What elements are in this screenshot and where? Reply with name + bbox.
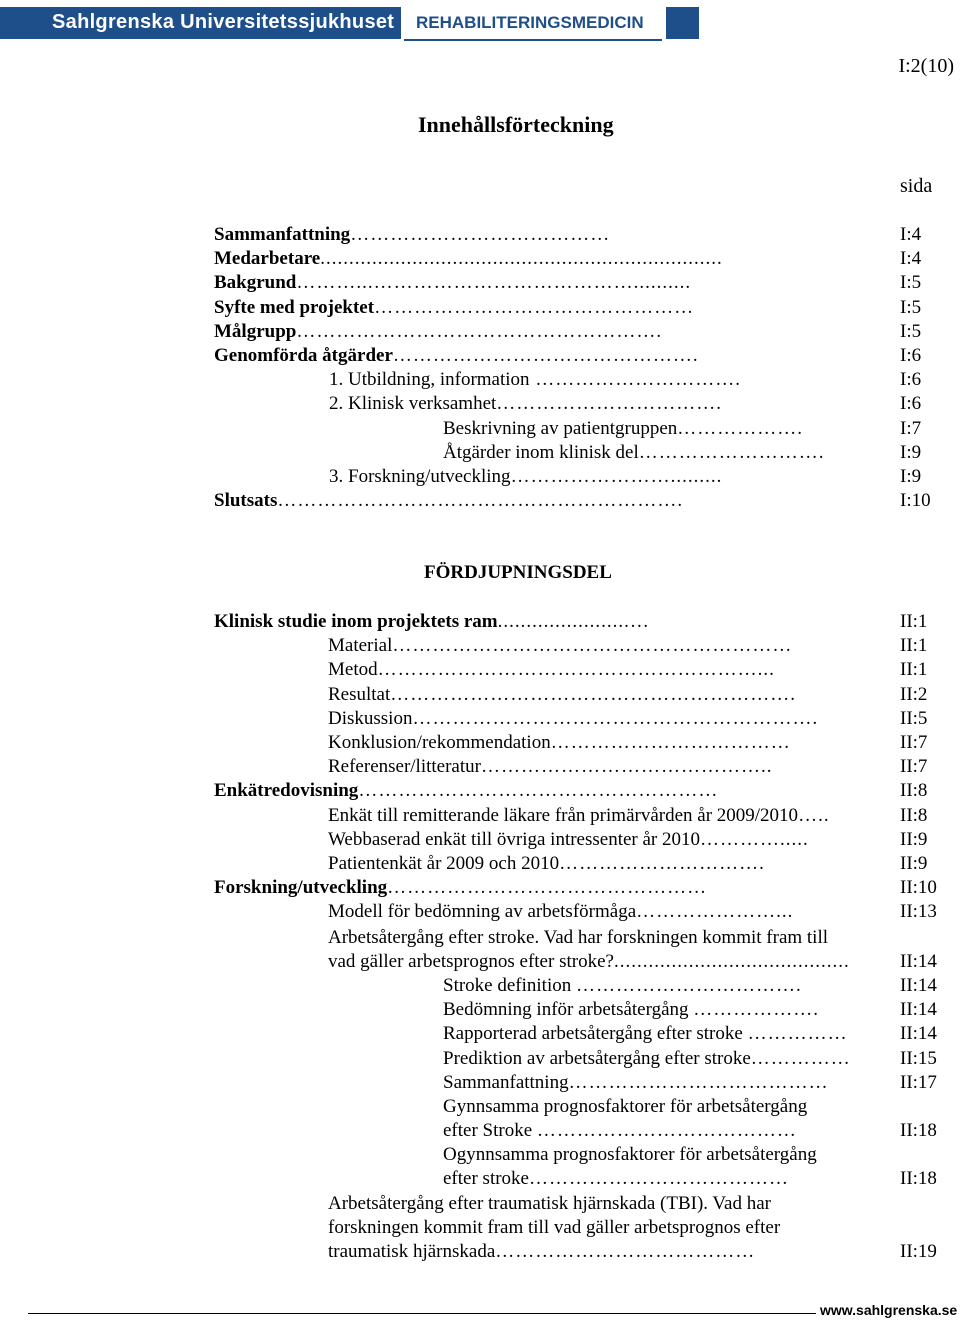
toc-entry-title: Beskrivning av patientgruppen [443,417,678,439]
toc-page-number: II:1 [900,611,928,632]
toc-page-number: II:8 [900,780,928,802]
toc-leader-dots: ….. [798,804,830,826]
toc-entry [329,392,880,416]
toc-entry-stroke-line2: vad gäller arbetsprognos efter stroke?......................................... [328,951,850,972]
toc-leader-dots: ………………………………………… [374,296,695,318]
toc-leader-dots: ……………………………………………………. [390,683,797,705]
toc-leader-dots: ………………. [693,999,820,1021]
header-banner-square [666,7,699,39]
toc-entry-title: Sammanfattning [443,1071,569,1093]
toc-entry [328,658,890,682]
toc-entry-title: Slutsats [214,490,278,512]
header-banner-left [0,7,401,39]
toc-page-number: II:15 [900,1047,937,1069]
toc-entry [329,465,880,489]
toc-leader-dots: .......................… [497,611,650,632]
toc-entry-tbi-line2: forskningen kommit fram till vad gäller arbetsprognos efter [328,1217,781,1238]
toc-entry [214,344,880,368]
toc-page-number: II:1 [900,635,928,657]
toc-entry-title: Prediktion av arbetsåtergång efter stroke [443,1047,751,1069]
toc-leader-dots: ………………………………………… [387,877,708,899]
toc-leader-dots: ……………………………. [575,975,802,996]
toc-entry [214,296,880,320]
toc-page-number: II:14 [900,1023,937,1045]
toc-entry-title: Konklusion/rekommendation [328,732,551,753]
toc-entry [328,804,890,828]
toc-entry [443,998,890,1022]
toc-page-number: II:9 [900,828,928,850]
toc-entry [214,876,890,900]
toc-leader-dots: …………………………………………………... [377,659,775,681]
toc-page-number: II:9 [900,853,928,874]
toc-entry [443,974,890,998]
toc-entry-tbi-line1: Arbetsåtergång efter traumatisk hjärnskada (TBI). Vad har [328,1193,771,1214]
footer-website: www.sahlgrenska.se [820,1302,958,1318]
toc-page-number: II:10 [900,877,937,899]
toc-entry [328,900,890,924]
toc-entry [328,683,890,707]
toc-page-tbi: II:19 [900,1241,937,1262]
toc-page-number: I:5 [900,272,922,294]
toc-entry-ogynnsamma-line2: efter stroke………………………………… [443,1168,789,1189]
toc-entry-title: Klinisk studie inom projektets ram [214,611,498,632]
toc-entry-title: Åtgärder inom klinisk del [443,441,639,463]
toc-entry-title: Material [328,635,393,657]
toc-page-number: II:7 [900,756,928,778]
toc-entry-title: Målgrupp [214,320,297,342]
toc-page-number: II:14 [900,999,937,1021]
toc-entry [214,247,880,271]
toc-page-number: I:5 [900,296,922,318]
org-name: Sahlgrenska Universitetssjukhuset [52,11,395,33]
toc-entry-title: Referenser/litteratur [328,756,481,778]
toc-entry-title: Resultat [328,683,391,705]
header-banner-dept [404,7,662,41]
toc-entry-ogynnsamma-line1: Ogynnsamma prognosfaktorer för arbetsåtergång [443,1144,817,1165]
toc-page-ogynnsamma: II:18 [900,1168,937,1189]
toc-entry-title: Rapporterad arbetsåtergång efter stroke [443,1023,748,1045]
section-heading-fordjupning: FÖRDJUPNINGSDEL [424,562,612,583]
toc-entry [443,417,880,441]
toc-entry-gynnsamma-line2: efter Stroke ………………………………… [443,1120,797,1141]
toc-page-number: I:7 [900,417,922,439]
toc-page-number: II:2 [900,683,928,705]
toc-leader-dots: ……………………………. [496,393,723,415]
toc-leader-dots: ……………………………………………… [358,780,719,802]
toc-leader-dots: ……………………………………………………. [277,490,684,512]
footer-rule [28,1313,816,1314]
toc-entry-title: Patientenkät år 2009 och 2010 [328,853,560,874]
toc-entry [329,368,880,392]
toc-leader-dots: …………… [750,1047,851,1069]
toc-page-number: I:4 [900,248,922,270]
toc-page-number: I:6 [900,393,922,415]
toc-entry-title: Medarbetare [214,248,321,270]
toc-page-number: II:7 [900,732,928,753]
toc-entry-title: Modell för bedömning av arbetsförmåga [328,901,637,923]
toc-entry-title: Enkät till remitterande läkare från primärvården år 2009/2010 [328,804,799,826]
toc-leader-dots: ………...………………………………….......... [296,272,692,294]
page-column-label: sida [900,175,933,197]
toc-entry [328,634,890,658]
toc-entry-title: Bakgrund [214,272,297,294]
toc-entry-title: Diskussion [328,707,413,729]
toc-leader-dots: …………………………………………………… [392,635,793,657]
toc-page-number: I:10 [900,490,931,512]
toc-page-number: I:6 [900,345,922,366]
toc-leader-dots: ……………………………………………………. [412,707,819,729]
toc-leader-dots: …………..... [700,828,809,850]
toc-entry [214,320,880,344]
toc-page-number: II:13 [900,901,937,923]
toc-entry-title: Syfte med projektet [214,296,375,318]
toc-entry [214,271,880,295]
toc-entry-gynnsamma-line1: Gynnsamma prognosfaktorer för arbetsåtergång [443,1096,808,1117]
toc-page-number: I:6 [900,369,922,391]
toc-page-number: II:1 [900,659,928,681]
toc-entry-stroke-line1: Arbetsåtergång efter stroke. Vad har forskningen kommit fram till [328,927,829,948]
toc-page-number: I:9 [900,466,922,487]
toc-entry-title: Forskning/utveckling [214,877,388,899]
toc-entry-title: 1. Utbildning, information [329,369,530,391]
toc-leader-dots: …………………………………….. [480,756,773,778]
toc-page-gynnsamma: II:18 [900,1120,937,1141]
toc-entry-title: Bedömning inför arbetsåtergång [443,999,694,1021]
toc-leader-dots: ……………………………… [550,732,791,753]
toc-entry [328,731,890,755]
page-number: I:2(10) [898,55,954,77]
toc-leader-dots: ………………. [677,417,804,439]
toc-page-number: I:5 [900,320,922,342]
toc-entry [328,707,890,731]
toc-entry-title: Enkätredovisning [214,780,359,802]
toc-page-number: II:5 [900,707,928,729]
toc-entry [328,828,890,852]
toc-entry [214,489,880,513]
toc-entry-title: Genomförda åtgärder [214,345,393,366]
toc-entry-title: Metod [328,659,378,681]
toc-entry [214,779,890,803]
dept-name: REHABILITERINGSMEDICIN [416,13,644,32]
toc-page-stroke: II:14 [900,951,937,972]
toc-entry-title: Stroke definition [443,975,576,996]
toc-leader-dots: …………………... [636,901,794,923]
toc-entry-title: Sammanfattning [214,224,351,245]
toc-leader-dots: ………………………. [638,441,825,463]
toc-entry [443,1047,890,1071]
toc-entry [443,1071,890,1095]
page-title: Innehållsförteckning [418,112,614,137]
toc-entry-title: 2. Klinisk verksamhet [329,393,497,415]
toc-entry-title: Webbaserad enkät till övriga intressenter år 2010 [328,828,701,850]
toc-leader-dots: ……………………......... [510,466,723,487]
toc-entry-tbi-line3: traumatisk hjärnskada………………………………… [328,1241,756,1262]
toc-page-number: I:4 [900,224,922,245]
toc-entry [328,755,890,779]
toc-entry [443,441,880,465]
toc-entry [214,610,890,634]
toc-page-number: II:14 [900,975,937,996]
toc-page-number: II:8 [900,804,928,826]
toc-page-number: II:17 [900,1071,937,1093]
toc-leader-dots: ………………………………… [350,224,611,245]
toc-entry [328,852,890,876]
toc-leader-dots: ………………………………………………. [296,320,663,342]
toc-entry [214,223,880,247]
toc-entry-title: 3. Forskning/utveckling [329,466,511,487]
toc-leader-dots: ………………………………………. [392,345,699,366]
toc-leader-dots: …………………………. [559,853,765,874]
toc-leader-dots: …………………………. [529,369,742,391]
toc-leader-dots: …………… [747,1023,848,1045]
toc-leader-dots: ...................................................................... [320,248,723,270]
toc-entry [443,1022,890,1046]
toc-page-number: I:9 [900,441,922,463]
toc-leader-dots: ………………………………… [568,1071,829,1093]
